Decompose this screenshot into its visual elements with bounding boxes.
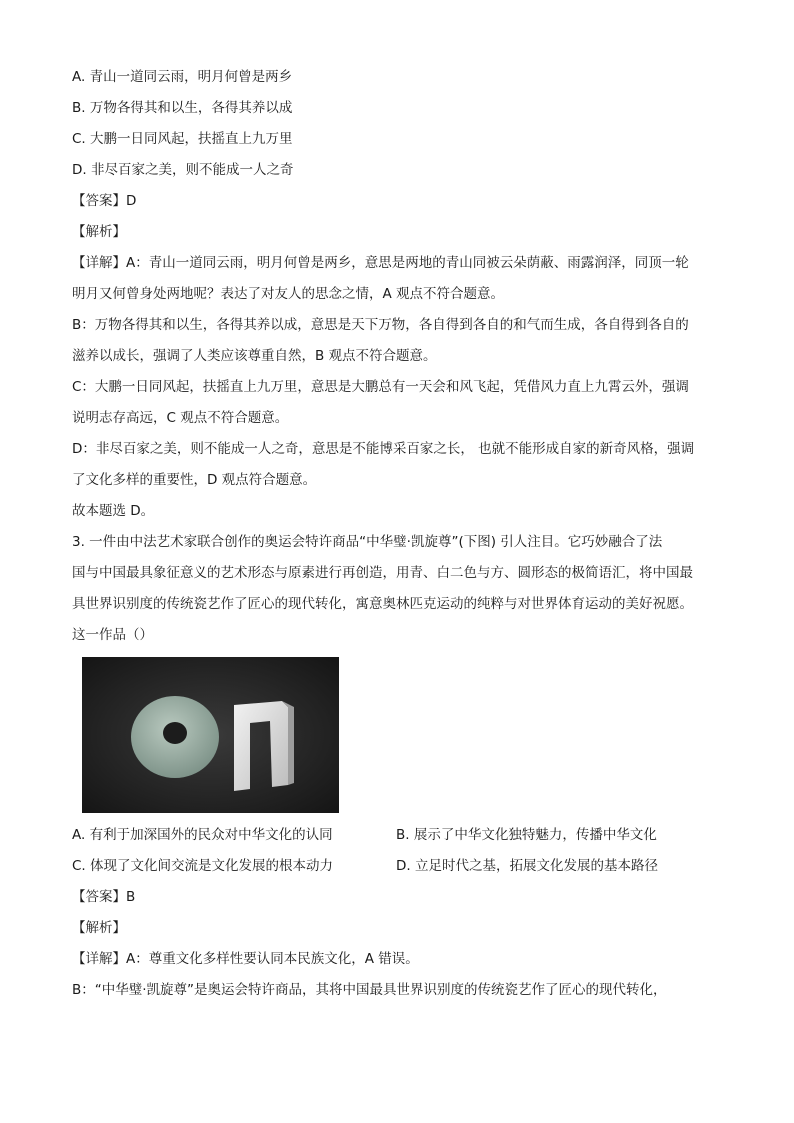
q3-stem-line-1: 3. 一件由中法艺术家联合创作的奥运会特许商品“中华璧·凯旋尊”(下图) 引人注目。它巧妙融合了法 [72, 534, 663, 550]
q3-options-row-1 [72, 820, 720, 851]
q3-option-d: D. 立足时代之基，拓展文化发展的基本路径 [396, 858, 658, 874]
q2-option-b: B. 万物各得其和以生，各得其养以成 [72, 100, 293, 116]
q3-analysis-label: 【解析】 [72, 920, 126, 936]
question-2-section [72, 62, 694, 651]
q2-detail-line-4: 滋养以成长，强调了人类应该尊重自然，B 观点不符合题意。 [72, 348, 437, 364]
question-3-section [72, 820, 720, 1006]
q3-option-b: B. 展示了中华文化独特魅力，传播中华文化 [396, 827, 657, 843]
q2-detail-line-1: 【详解】A：青山一道同云雨，明月何曾是两乡，意思是两地的青山同被云朵荫蔽、雨露润泽，同顶一轮 [72, 255, 689, 271]
q3-stem-line-4: 这一作品（） [72, 627, 153, 643]
q3-stem-line-3: 具世界识别度的传统瓷艺作了匠心的现代转化，寓意奥林匹克运动的纯粹与对世界体育运动的美好祝愿。 [72, 596, 693, 612]
q2-detail-line-7: D：非尽百家之美，则不能成一人之奇，意思是不能博采百家之长， 也就不能形成自家的新奇风格，强调 [72, 441, 695, 457]
q2-detail-line-8: 了文化多样的重要性，D 观点符合题意。 [72, 472, 317, 488]
q2-detail-line-3: B：万物各得其和以生，各得其养以成，意思是天下万物，各自得到各自的和气而生成，各自得到各自的 [72, 317, 689, 333]
q2-detail-line-2: 明月又何曾身处两地呢？表达了对友人的思念之情，A 观点不符合题意。 [72, 286, 505, 302]
q2-option-a: A. 青山一道同云雨，明月何曾是两乡 [72, 69, 293, 85]
q3-options-row-2 [72, 851, 720, 882]
q3-answer: 【答案】B [72, 889, 136, 905]
q3-option-a: A. 有利于加深国外的民众对中华文化的认同 [72, 827, 333, 843]
q2-option-c: C. 大鹏一日同风起，扶摇直上九万里 [72, 131, 293, 147]
q2-answer: 【答案】D [72, 193, 137, 209]
q3-detail-line-1: 【详解】A：尊重文化多样性要认同本民族文化，A 错误。 [72, 951, 419, 967]
q2-detail-line-5: C：大鹏一日同风起，扶摇直上九万里，意思是大鹏总有一天会和风飞起，凭借风力直上九霄云外，强调 [72, 379, 689, 395]
q2-option-d: D. 非尽百家之美，则不能成一人之奇 [72, 162, 294, 178]
q2-conclusion: 故本题选 D。 [72, 503, 155, 519]
q3-option-c: C. 体现了文化间交流是文化发展的根本动力 [72, 858, 334, 874]
jade-disc-icon [131, 696, 219, 778]
q3-detail-line-2: B：“中华璧·凯旋尊”是奥运会特许商品，其将中国最具世界识别度的传统瓷艺作了匠心的现代转化， [72, 982, 667, 998]
artwork-illustration [82, 657, 339, 813]
q2-detail-line-6: 说明志存高远，C 观点不符合题意。 [72, 410, 289, 426]
q2-analysis-label: 【解析】 [72, 224, 126, 240]
q3-stem-line-2: 国与中国最具象征意义的艺术形态与原素进行再创造，用青、白二色与方、圆形态的极简语汇，将中国最 [72, 565, 693, 581]
artwork-photo [82, 657, 339, 813]
